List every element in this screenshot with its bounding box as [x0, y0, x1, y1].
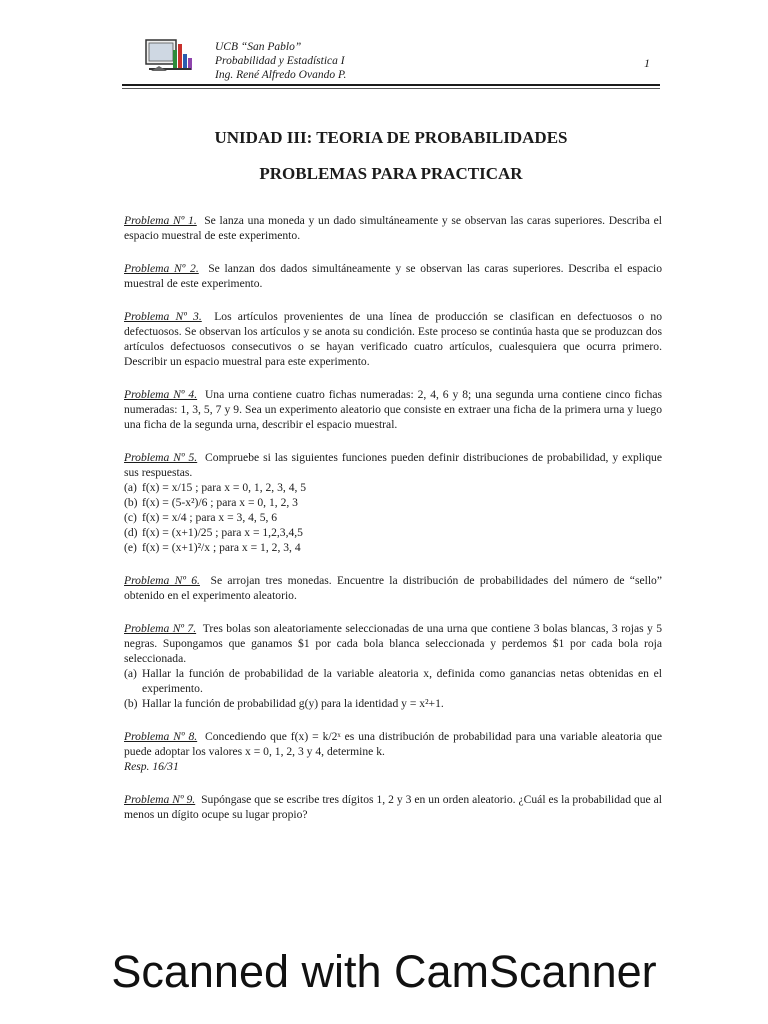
item-key: (d) [124, 526, 138, 539]
document-header [215, 40, 346, 82]
item-key: (b) [124, 496, 138, 509]
header-author: Ing. René Alfredo Ovando P. [215, 69, 347, 81]
function-item-d [124, 525, 662, 540]
problem-label: Problema Nº 3. [124, 310, 202, 323]
problem-label: Problema Nº 6. [124, 574, 200, 587]
answer-text: Resp. 16/31 [124, 760, 179, 773]
item-text: Hallar la función de probabilidad g(y) para la identidad y = x²+1. [142, 697, 444, 710]
function-item-c [124, 510, 662, 525]
header-institution: UCB “San Pablo” [215, 41, 302, 53]
problem-text: Supóngase que se escribe tres dígitos 1, 2 y 3 en un orden aleatorio. ¿Cuál es la probabilidad que al menos un dígito ocupe su lugar propio? [124, 793, 662, 821]
problem-text: Los artículos provenientes de una línea de producción se clasifican en defectuosos o no defectuosos. Se observan los artículos y se anota su condición. Este proceso se continúa hasta que se produzcan dos artículos defectuosos consecutivos o se hayan verificado cuatro artículos, cualesquiera que ocurra primero. Describir un espacio muestral para este experimento. [124, 310, 662, 368]
function-item-a [124, 480, 662, 495]
problem-text: Se lanzan dos dados simultáneamente y se observan las caras superiores. Describa el espacio muestral de este experimento. [124, 262, 663, 290]
problem-label: Problema Nº 1. [124, 214, 197, 227]
problem-label: Problema Nº 8. [124, 730, 198, 743]
problem-text: Concediendo que f(x) = k/2ˣ es una distribución de probabilidad para una variable aleatoria que puede adoptar los valores x = 0, 1, 2, 3 y 4, determine k. [124, 730, 662, 758]
problems-list [124, 213, 662, 840]
page-subtitle: PROBLEMAS PARA PRACTICAR [259, 164, 523, 183]
page-number: 1 [644, 56, 650, 70]
problem-text: Compruebe si las siguientes funciones pueden definir distribuciones de probabilidad, y explique sus respuestas. [124, 451, 662, 479]
problem-1 [124, 213, 662, 243]
item-key: (a) [124, 667, 137, 680]
problem-3 [124, 309, 662, 369]
problem-7 [124, 621, 662, 711]
item-text: f(x) = x/4 ; para x = 3, 4, 5, 6 [142, 511, 278, 524]
camscanner-watermark: Scanned with CamScanner [111, 946, 657, 997]
problem-6 [124, 573, 662, 603]
problem-label: Problema Nº 2. [124, 262, 199, 275]
question-item-a [124, 666, 662, 696]
item-key: (e) [124, 541, 137, 554]
problem-8 [124, 729, 662, 774]
problem-label: Problema Nº 5. [124, 451, 198, 464]
problem-label: Problema Nº 7. [124, 622, 197, 635]
problem-text: Se lanza una moneda y un dado simultáneamente y se observan las caras superiores. Describa el espacio muestral de este experimento. [124, 214, 662, 242]
item-text: f(x) = (5-x²)/6 ; para x = 0, 1, 2, 3 [142, 496, 298, 509]
item-text: f(x) = (x+1)/25 ; para x = 1,2,3,4,5 [142, 526, 303, 539]
question-item-b [124, 696, 662, 711]
item-key: (a) [124, 481, 137, 494]
problem-label: Problema Nº 9. [124, 793, 196, 806]
problem-4 [124, 387, 662, 432]
chart-logo-icon [145, 38, 193, 76]
problem-text: Se arrojan tres monedas. Encuentre la distribución de probabilidades del número de “sello” obtenido en el experimento aleatorio. [124, 574, 662, 602]
problem-text: Una urna contiene cuatro fichas numeradas: 2, 4, 6 y 8; una segunda urna contiene cinco fichas numeradas: 1, 3, 5, 7 y 9. Sea un experimento aleatorio que consiste en extraer una ficha de la primera urna y luego una ficha de la segunda urna, describir el espacio muestral. [124, 388, 663, 431]
header-divider [122, 84, 660, 86]
unit-title: UNIDAD III: TEORIA DE PROBABILIDADES [214, 128, 568, 147]
item-key: (c) [124, 511, 137, 524]
header-divider-thin [122, 88, 660, 89]
problem-label: Problema Nº 4. [124, 388, 198, 401]
function-item-e [124, 540, 662, 555]
item-text: f(x) = (x+1)²/x ; para x = 1, 2, 3, 4 [142, 541, 301, 554]
function-item-b [124, 495, 662, 510]
item-text: f(x) = x/15 ; para x = 0, 1, 2, 3, 4, 5 [142, 481, 307, 494]
problem-5 [124, 450, 662, 555]
item-key: (b) [124, 697, 138, 710]
problem-9 [124, 792, 662, 822]
item-text: Hallar la función de probabilidad de la variable aleatoria x, definida como ganancias netas obtenidas en el experimento. [142, 667, 662, 695]
header-course: Probabilidad y Estadística I [215, 55, 345, 67]
problem-2 [124, 261, 662, 291]
problem-text: Tres bolas son aleatoriamente seleccionadas de una urna que contiene 3 bolas blancas, 3 rojas y 5 negras. Supongamos que ganamos $1 por cada bola blanca seleccionada y perdemos $1 por cada bola roja seleccionada. [124, 622, 662, 665]
